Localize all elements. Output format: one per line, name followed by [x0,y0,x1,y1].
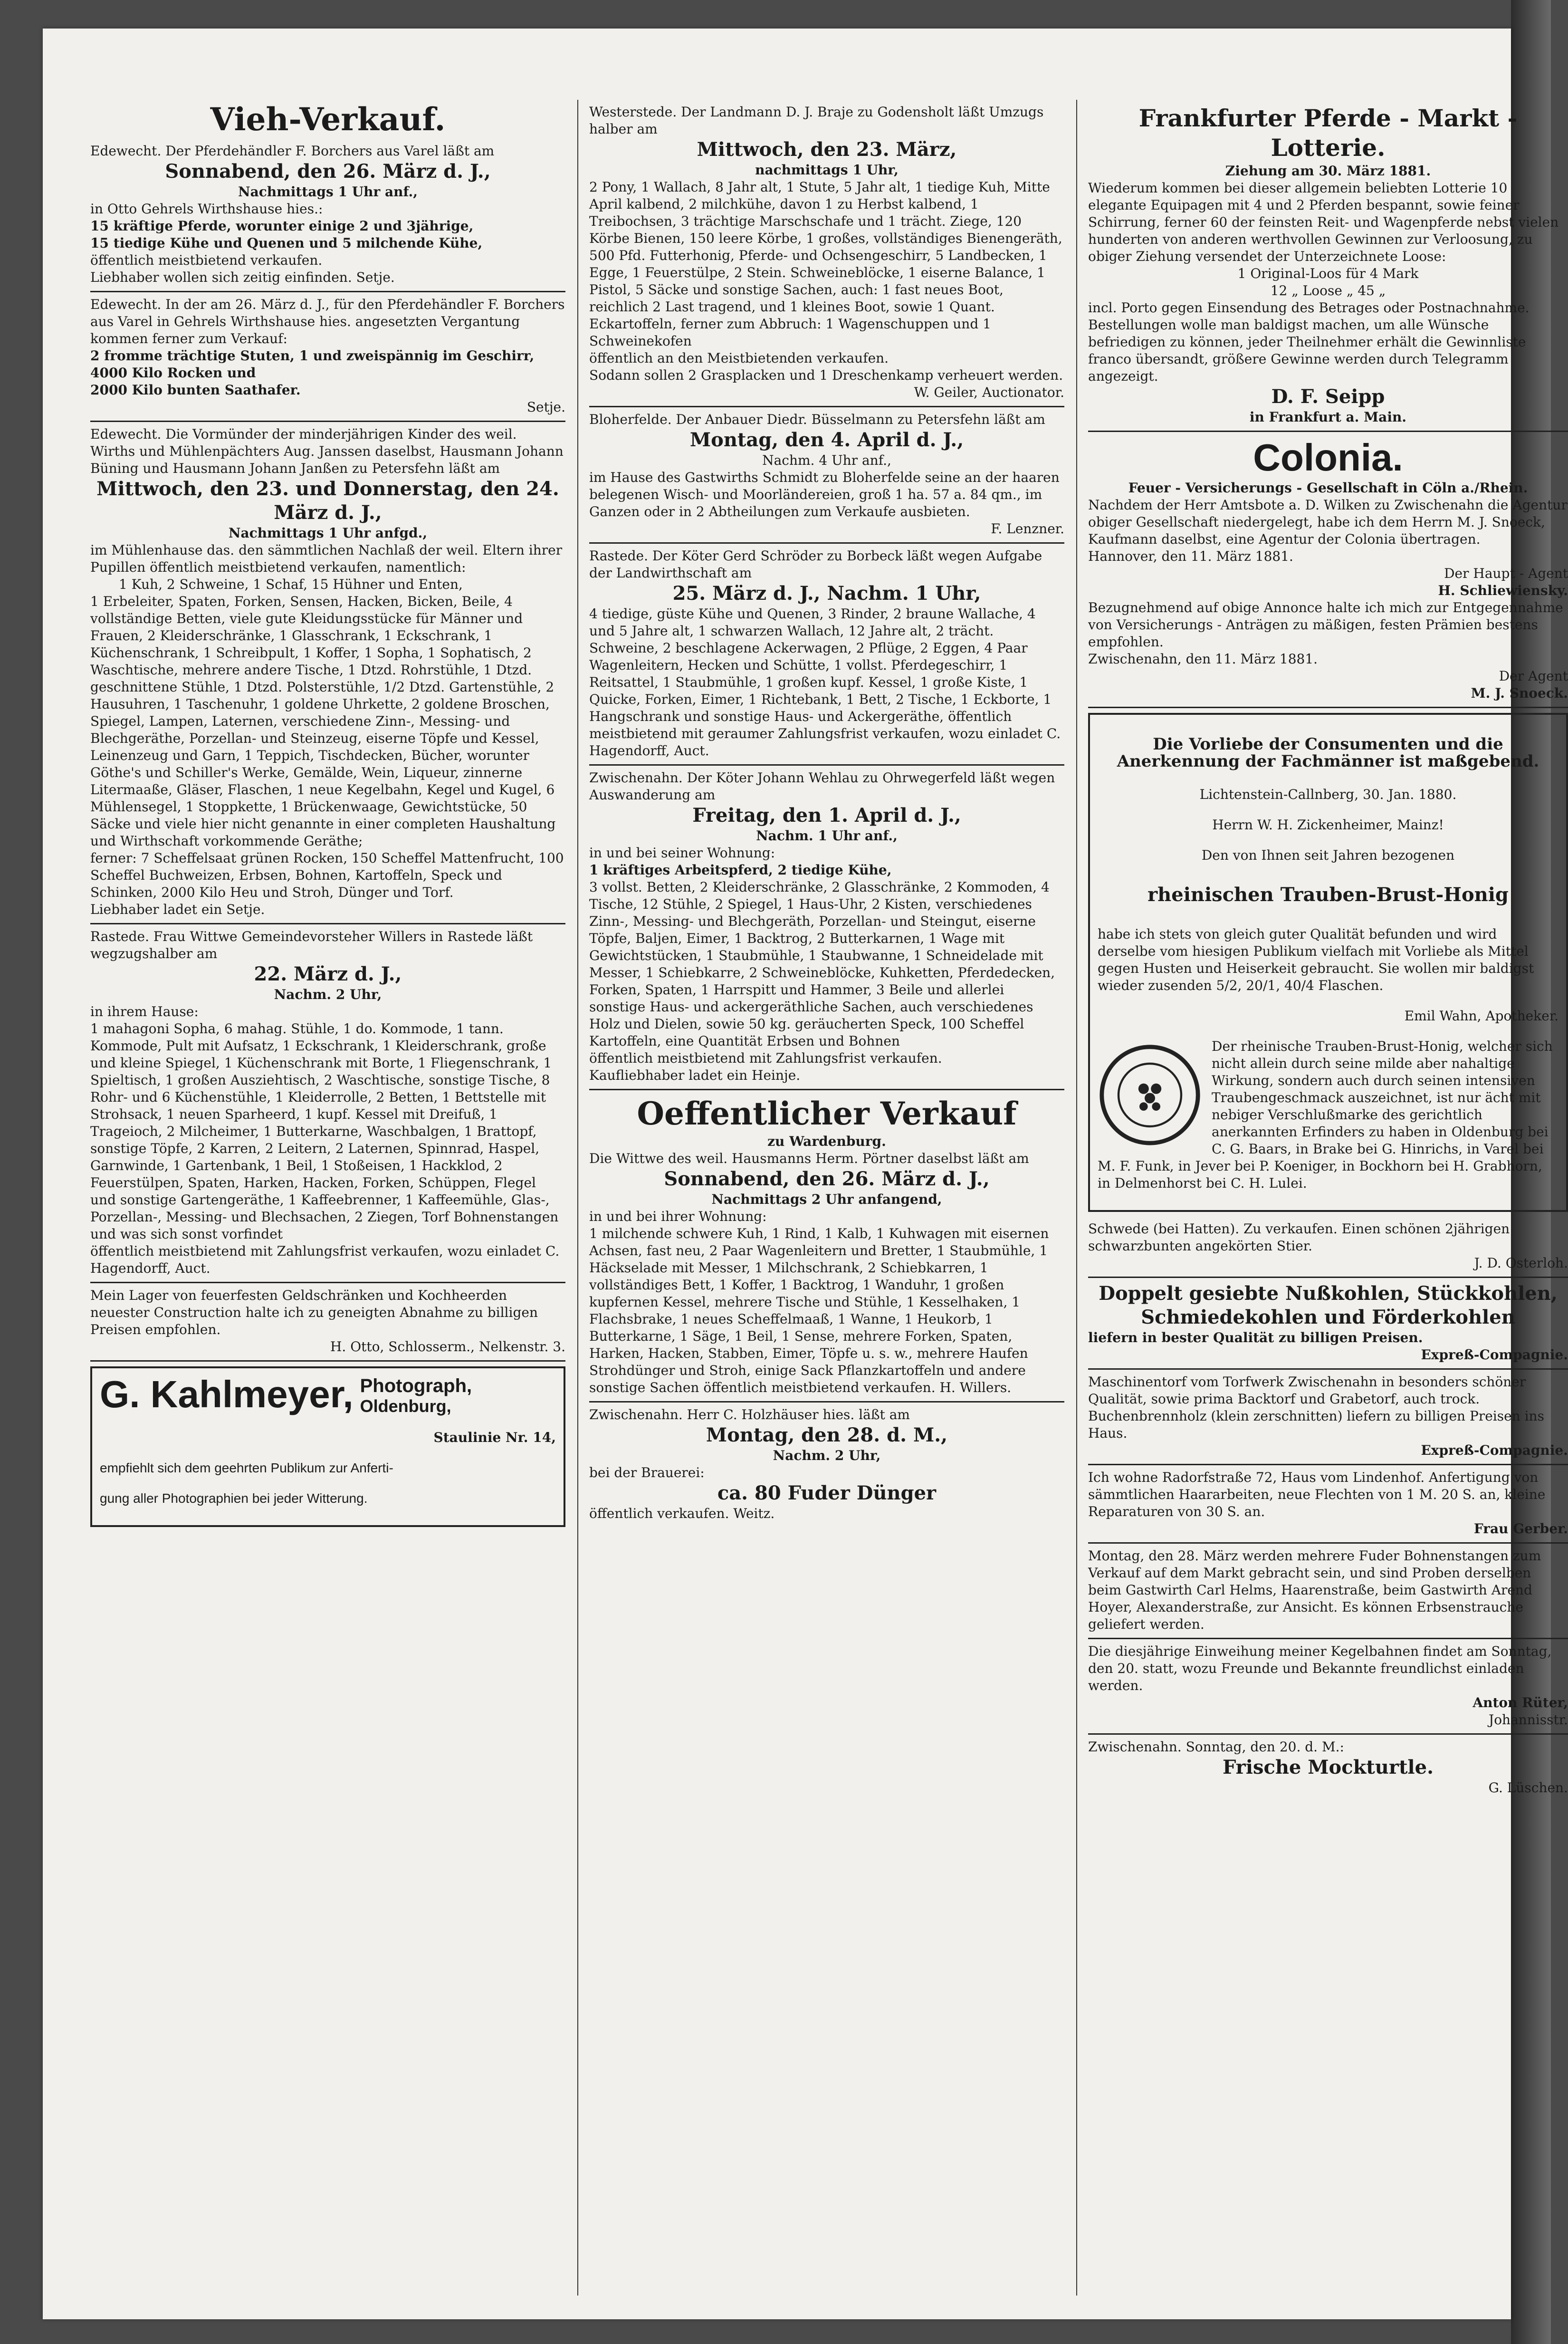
ad-text: Herrn W. H. Zickenheimer, Mainz! [1212,817,1444,833]
ad-text: Edewecht. In der am 26. März d. J., für den Pferdehändler F. Borchers aus Varel in Gehrels Wirthshause hies. angesetzten Vergantung kommen ferner zum Verkauf: [90,297,565,346]
ad-signature: Expreß-Compagnie. [1421,1442,1568,1458]
ad-zwischenahn-wehlau [589,766,1064,1090]
ad-text: Bezugnehmend auf obige Annonce halte ich mich zur Entgegennahme von Versicherungs - Anträgen zu mäßigen, festen Prämien bestens empfohlen. [1088,600,1563,650]
ad-edewecht-vergantung [90,292,565,422]
ad-haararbeiten [1088,1465,1568,1544]
ad-signature: Emil Wahn, Apotheker. [1404,1008,1558,1024]
ad-headline: Frische Mockturtle. [1222,1756,1434,1778]
ad-kahlmeyer-photograph [90,1366,565,1527]
ad-holzhaeuser [589,1403,1064,1527]
ad-item: 2000 Kilo bunten Saathafer. [90,382,301,398]
ad-signature: öffentlich meistbietend mit Zahlungsfrist verkaufen, wozu einladet C. Hagendorff, Auct. [90,1243,560,1276]
ad-colonia [1088,432,1568,708]
ad-signature: Liebhaber wollen sich zeitig einfinden. Setje. [90,269,395,285]
ad-text: Die diesjährige Einweihung meiner Kegelbahnen findet am Sonntag, den 20. statt, wozu Freunde und Bekannte freundlichst einladen werden. [1088,1643,1552,1693]
ad-headline: Oeffentlicher Verkauf [637,1095,1017,1132]
photographer-text: empfiehlt sich dem geehrten Publikum zur Anferti- [100,1460,393,1475]
ad-bohnenstangen [1088,1544,1568,1639]
ad-signature: Setje. [526,399,565,415]
ad-text: bei der Brauerei: [589,1465,705,1480]
ad-price: 12 „ Loose „ 45 „ [1270,283,1386,298]
ad-text: Bestellungen wolle man baldigst machen, um alle Wünsche befriedigen zu können, jeder Theilnehmer erhält die Gewinnliste franco übersandt, größere Gewinne werden durch Telegramm angezeigt. [1088,317,1526,384]
column-3 [1088,100,1568,1801]
ad-text: 2 Pony, 1 Wallach, 8 Jahr alt, 1 Stute, 5 Jahr alt, 1 tiedige Kuh, Mitte April kalbend, 2 milchkühe, davon 1 zu Herbst kalbend, 1 Treibochsen, 3 trächtige Marschschafe und 1 trächt. Ziege, 120 Körbe Bienen, 150 leere Körbe, 1 großes, vollständiges Bienengeräth, 500 Pfd. Futterhonig, Pferde- und Ochsengeschirr, 5 Landbecken, 1 Egge, 1 Feuerstülpe, 2 Stein. Schweineblöcke, 1 eiserne Balance, 1 Pistol, 5 Säcke und sonstige Sachen, auch: 1 fast neues Boot, reichlich 2 Last tragend, und 1 kleines Boot, sowie 1 Quant. Eckartoffeln, ferner zum Abbruch: 1 Wagenschuppen und 1 Schweinekofen [589,179,1062,349]
ad-text: Edewecht. Der Pferdehändler F. Borchers aus Varel läßt am [90,143,495,159]
ad-item: 2 fromme trächtige Stuten, 1 und zweispännig im Geschirr, [90,348,535,364]
ad-date: Ziehung am 30. März 1881. [1225,163,1431,179]
ad-text: Der Agent [1499,668,1568,684]
ad-rastede-schroeder [589,544,1064,766]
ad-time: Nachm. 2 Uhr, [274,987,382,1002]
ad-lotterie [1088,100,1568,432]
ad-text: in Otto Gehrels Wirthshause hies.: [90,201,323,217]
ad-signature: Liebhaber ladet ein Setje. [90,902,265,917]
zickenheimer-seal-icon [1098,1043,1202,1147]
ad-date: Sonnabend, den 26. März d. J., [664,1168,990,1190]
ad-trauben-honig [1088,713,1568,1212]
ad-signature: Kaufliebhaber ladet ein Heinje. [589,1067,801,1083]
ad-time: Nachmittags 2 Uhr anfangend, [711,1191,942,1207]
ad-date: 25. März d. J., Nachm. 1 Uhr, [672,582,981,605]
ad-signature: M. J. Snoeck. [1471,685,1568,701]
ad-text: 4 tiedige, güste Kühe und Quenen, 3 Rinder, 2 braune Wallache, 4 und 5 Jahre alt, 1 schwarzen Wallach, 12 Jahre alt, 2 trächt. Schweine, 2 beschlagene Ackerwagen, 2 Pflüge, 2 Eggen, 4 Paar Wagenleitern, Hecken und Schütte, 1 vollst. Pferdegeschirr, 1 Reitsattel, 1 Staubmühle, 1 großen kupf. Kessel, 1 große Kiste, 1 Quicke, Forken, Eimer, 1 Richtebank, 1 Bett, 2 Tische, 1 Eckborte, 1 Hangschrank und sonstige Haus- und Ackergeräthe, öffentlich meistbietend mit geraumer Zahlungsfrist verkaufen, wozu einladet C. Hagendorff, Auct. [589,606,1061,759]
ad-text: Zwischenahn. Herr C. Holzhäuser hies. läßt am [589,1407,910,1422]
ad-signature: D. F. Seipp [1271,385,1385,408]
ad-otto-geldschraenke [90,1283,565,1362]
ad-signature: F. Lenzner. [991,521,1064,537]
ad-text: Nachdem der Herr Amtsbote a. D. Wilken zu Zwischenahn die Agentur obiger Gesellschaft niedergelegt, habe ich dem Herrn M. J. Snoeck, Kaufmann daselbst, eine Agentur der Colonia übertragen. [1088,497,1568,547]
ad-kegelbahn [1088,1639,1568,1735]
ad-text: öffentlich meistbietend mit Zahlungsfrist verkaufen. [589,1050,942,1066]
ad-time: Nachm. 2 Uhr, [773,1448,881,1463]
ad-edewecht-pferde [90,139,565,292]
ad-text: Johannisstr. [1488,1712,1568,1728]
ad-subheadline: zu Wardenburg. [767,1134,886,1149]
column-rule [1076,100,1077,2296]
ad-text: ferner: 7 Scheffelsaat grünen Rocken, 150 Scheffel Mattenfrucht, 100 Scheffel Buchweizen, Erbsen, Bohnen, Kartoffeln, Speck und Schinken, 2000 Kilo Heu und Stroh, Dünger und Torf. [90,850,564,900]
ad-text: 1 Erbeleiter, Spaten, Forken, Sensen, Hacken, Bicken, Beile, 4 vollständige Betten, viele gute Kleidungsstücke für Männer und Frauen, 2 Kleiderschränke, 1 Glasschrank, 1 Eckschrank, 1 Küchenschrank, 1 Schreibpult, 1 Koffer, 1 Sopha, 1 Sophatisch, 2 Waschtische, mehrere andere Tische, 1 Dtzd. Rohrstühle, 1 Dtzd. geschnittene Stühle, 1 Dtzd. Polsterstühle, 1/2 Dtzd. Gartenstühle, 2 Hausuhren, 1 Taschenuhr, 1 goldene Uhrkette, 2 goldene Broschen, Spiegel, Lampen, Laternen, verschiedene Zinn-, Messing- und Blechgeräthe, Porzellan- und Steinzeug, eiserne Töpfe und Kessel, Leinenzeug und Garn, 1 Teppich, Tischdecken, Bücher, worunter Göthe's und Schiller's Werke, Gemälde, Wein, Liqueur, zinnerne Litermaaße, Gläser, Flaschen, 1 neue Kegelbahn, Kegel und Kugel, 6 Mühlensegel, 1 Stoppkette, 1 Brückenwaage, Gewichtstücke, 50 Säcke und viele hier nicht genannte in einer completen Haushaltung und Wirthschaft vorkommende Geräthe; [90,594,556,849]
ad-text: Lichtenstein-Callnberg, 30. Jan. 1880. [1199,787,1457,802]
ad-text: Zwischenahn. Der Köter Johann Wehlau zu Ohrwegerfeld läßt wegen Auswanderung am [589,770,1055,803]
column-rule [577,100,578,2296]
ad-text: Westerstede. Der Landmann D. J. Braje zu Godensholt läßt Umzugs halber am [589,104,1044,137]
ad-price: 1 Original-Loos für 4 Mark [1237,266,1419,281]
ad-text: in und bei seiner Wohnung: [589,845,775,861]
ad-item: 1 kräftiges Arbeitspferd, 2 tiedige Kühe, [589,862,892,878]
ad-schwede-stier [1088,1217,1568,1278]
ad-text: 1 mahagoni Sopha, 6 mahag. Stühle, 1 do. Kommode, 1 tann. Kommode, Pult mit Aufsatz, 1 Eckschrank, 1 Kleiderschrank, große und kleine Spiegel, 1 Küchenschrank mit Borte, 1 Fliegenschrank, 1 Spieltisch, 1 großen Ausziehtisch, 2 Waschtische, sonstige Tische, 8 Rohr- und 6 Küchenstühle, 1 Kleiderrolle, 2 Betten, 1 Bettstelle mit Strohsack, 1 neuen Sparheerd, 1 kupf. Kessel mit Dreifuß, 1 Trageioch, 2 Milcheimer, 1 Butterkarne, Waschbalgen, 1 Brattopf, sonstige Töpfe, 2 Karren, 2 Leitern, 2 Laternen, Spinnrad, Haspel, Garnwinde, 1 Gartenbank, 1 Beil, 1 Stoßeisen, 1 Hackklod, 2 Feuerstülpen, Spaten, Harken, Hacken, Forken, Schüppen, Flegel und sonstige Gartengeräthe, 1 Kaffeebrenner, 1 Kaffeemühle, Glas-, Porzellan-, Messing- und Blechsachen, 2 Ziegen, Torf Bohnenstangen und was sich sonst vorfindet [90,1021,559,1242]
ad-date: 22. März d. J., [254,963,402,985]
ad-text: Montag, den 28. März werden mehrere Fuder Bohnenstangen zum Verkauf auf dem Markt gebracht sein, und sind Proben derselben beim Gastwirth Carl Helms, Haarenstraße, beim Gastwirth Arend Hoyer, Alexanderstraße, zur Ansicht. Es können Erbsenstrauche geliefert werden. [1088,1548,1541,1632]
ad-edewecht-nachlass [90,422,565,924]
ad-text: Bloherfelde. Der Anbauer Diedr. Büsselmann zu Petersfehn läßt am [589,412,1045,427]
ad-text: Rastede. Frau Wittwe Gemeindevorsteher Willers in Rastede läßt wegzugshalber am [90,929,533,961]
ad-headline: Frankfurter Pferde - Markt - Lotterie. [1138,104,1518,162]
ad-text: Rastede. Der Köter Gerd Schröder zu Borbeck läßt wegen Aufgabe der Landwirthschaft am [589,548,1042,581]
ad-item: 4000 Kilo Rocken und [90,365,256,381]
ad-text: Der rheinische Trauben-Brust-Honig, welcher sich nicht allein durch seine milde aber nahaltige Wirkung, sondern auch durch seinen intensiven Traubengeschmack auszeichnet, ist nur ächt mit nebiger Verschlußmarke des gerichtlich anerkannten Erfinders zu haben in Oldenburg bei C. G. Baars, in Brake bei G. Hinrichs, in Varel bei M. F. Funk, in Jever bei P. Koeniger, in Bockhorn bei H. Grabhorn, in Delmenhorst bei C. H. Lulei. [1098,1038,1553,1191]
photographer-address: Staulinie Nr. 14, [433,1430,556,1445]
column-2 [589,100,1064,1527]
ad-signature: J. D. Osterloh. [1474,1255,1568,1271]
ad-text: incl. Porto gegen Einsendung des Betrages oder Postnachnahme. [1088,300,1530,316]
ad-date: Mittwoch, den 23. und Donnerstag, den 24. März d. J., [96,478,559,524]
ad-time: Nachm. 1 Uhr anf., [756,828,898,844]
ad-date: Freitag, den 1. April d. J., [692,804,961,826]
ad-text: liefern in bester Qualität zu billigen Preisen. [1088,1330,1423,1345]
ad-signature: öffentlich verkaufen. Weitz. [589,1506,775,1521]
photographer-text: gung aller Photographien bei jeder Witterung. [100,1491,368,1506]
ad-signature: Anton Rüter, [1472,1695,1568,1710]
ad-subheadline: Feuer - Versicherungs - Gesellschaft in Cöln a./Rhein. [1128,480,1528,496]
ad-time: Nachmittags 1 Uhr anfgd., [228,525,428,541]
ad-text: Zwischenahn, den 11. März 1881. [1088,651,1318,667]
ad-text: in ihrem Hause: [90,1004,199,1019]
ad-text: Zwischenahn. Sonntag, den 20. d. M.: [1088,1739,1344,1755]
ad-wardenburg [589,1090,1064,1403]
ad-text: Schwede (bei Hatten). Zu verkaufen. Einen schönen 2jährigen schwarzbunten angekörten Stier. [1088,1221,1510,1254]
ad-text: im Mühlenhause das. den sämmtlichen Nachlaß der weil. Eltern ihrer Pupillen öffentlich meistbietend verkaufen, namentlich: [90,542,563,575]
ad-text: öffentlich meistbietend verkaufen. [90,252,323,268]
ad-date: Montag, den 28. d. M., [706,1424,948,1446]
ad-date: Sonnabend, den 26. März d. J., [165,160,491,183]
ad-text: Edewecht. Die Vormünder der minderjährigen Kinder des weil. Wirths und Mühlenpächters Aug. Janssen daselbst, Hausmann Johann Büning und Hausmann Johann Janßen zu Petersfehn läßt am [90,426,564,476]
ad-text: Der Haupt - Agent [1444,566,1568,581]
newspaper-page [43,29,1568,2319]
ad-text: Wiederum kommen bei dieser allgemein beliebten Lotterie 10 elegante Equipagen mit 4 und 2 Pferden bespannt, sowie feiner Schirrung, ferner 60 der feinsten Reit- und Wagenpferde nebst vielen hunderten von anderen werthvollen Gewinnen zur Verloosung, zu obiger Ziehung versendet der Unterzeichnete Loose: [1088,180,1559,264]
ad-signature: H. Schliewiensky. [1438,583,1568,598]
ad-kohlen [1088,1278,1568,1370]
ad-text: habe ich stets von gleich guter Qualität befunden und wird derselbe vom hiesigen Publikum vielfach mit Vorliebe als Mittel gegen Husten und Heiserkeit gebraucht. Sie wollen mir baldigst wieder zusenden 5/2, 20/1, 40/4 Flaschen. [1098,926,1534,993]
ad-mockturtle [1088,1735,1568,1801]
ad-date: Mittwoch, den 23. März, [697,138,957,161]
ad-signature: H. Otto, Schlosserm., Nelkenstr. 3. [330,1339,565,1355]
photographer-name: G. Kahlmeyer, [100,1373,354,1415]
ad-text: 1 milchende schwere Kuh, 1 Rind, 1 Kalb, 1 Kuhwagen mit eisernen Achsen, fast neu, 2 Paar Wagenleitern und Bretter, 1 Staubmühle, 1 Häckselade mit Messer, 1 Milchschrank, 2 Schiebkarren, 1 vollständiges Bett, 1 Koffer, 1 Backtrog, 1 Wanduhr, 1 großen kupfernen Kessel, mehrere Tische und Stühle, 1 Kesselhaken, 1 Flachsbrake, 1 neues Scheffelmaaß, 1 Wanne, 1 Heukorb, 1 Butterkarne, 1 Säge, 1 Beil, 1 Sense, mehrere Forken, Spaten, Harken, Hacken, Stabben, Eimer, Töpfe u. s. w., mehrere Haufen Strohdünger und Stroh, einige Sack Pflanzkartoffeln und andere sonstige Sachen öffentlich meistbietend verkaufen. H. Willers. [589,1226,1049,1395]
ad-text: 3 vollst. Betten, 2 Kleiderschränke, 2 Glasschränke, 2 Kommoden, 4 Tische, 12 Stühle, 2 Spiegel, 1 Haus-Uhr, 2 Kisten, verschiedenes Zinn-, Messing- und Blechgeräth, Porzellan- und Steingut, eiserne Töpfe, Baljen, Eimer, 1 Backtrog, 2 Butterkarnen, 1 Wage mit Gewichtstücken, 1 Staubmühle, 1 Staubwanne, 1 Schneidelade mit Messer, 1 Schiebkarre, 2 Schweineblöcke, Kuhketten, Pferdedecken, Forken, Spaten, 1 Harrspitt und Hammer, 3 Beile und allerlei sonstige Haus- und ackergeräthliche Sachen, auch verschiedenes Holz und Dielen, sowie 50 kg. geräucherten Speck, 100 Scheffel Kartoffeln, eine Quantität Erbsen und Bohnen [589,879,1055,1049]
ad-maschinentorf [1088,1370,1568,1465]
photographer-city: Oldenburg, [360,1396,451,1416]
ad-text: im Hause des Gastwirths Schmidt zu Bloherfelde seine an der haaren belegenen Wisch- und Moorländereien, groß 1 ha. 57 a. 84 qm., im Ganzen oder in 2 Abtheilungen zum Verkaufe ausbieten. [589,470,1060,519]
ad-signature: G. Lüschen. [1488,1780,1568,1796]
ad-product: rheinischen Trauben-Brust-Honig [1147,884,1509,906]
ad-bloherfelde [589,407,1064,544]
ad-item: 15 tiedige Kühe und Quenen und 5 milchende Kühe, [90,235,483,251]
ad-text: in und bei ihrer Wohnung: [589,1209,767,1224]
ad-text: Sodann sollen 2 Grasplacken und 1 Dreschenkamp verheuert werden. [589,367,1063,383]
ad-signature: Expreß-Compagnie. [1421,1347,1568,1363]
section-title: Vieh-Verkauf. [210,101,446,138]
ad-time: Nachm. 4 Uhr anf., [762,452,891,468]
ad-item: 1 Kuh, 2 Schweine, 1 Schaf, 15 Hühner und Enten, [119,576,463,592]
ad-westerstede-braje [589,100,1064,407]
ad-headline: Doppelt gesiebte Nußkohlen, Stückkohlen, Schmiedekohlen und Förderkohlen [1099,1282,1558,1328]
ad-text: Die Wittwe des weil. Hausmanns Herm. Pörtner daselbst läßt am [589,1151,1029,1166]
photographer-role: Photograph, [360,1375,472,1396]
ad-rastede-willers [90,924,565,1283]
ad-text: öffentlich an den Meistbietenden verkaufen. [589,350,889,366]
ad-text: Ich wohne Radorfstraße 72, Haus vom Lindenhof. Anfertigung von sämmtlichen Haararbeiten, neue Flechten von 1 M. 20 S. an, kleine Reparaturen von 30 S. an. [1088,1470,1546,1519]
ad-text: Mein Lager von feuerfesten Geldschränken und Kochheerden neuester Construction halte ich zu geneigten Abnahme zu billigen Preisen empfohlen. [90,1287,538,1337]
ad-item: 15 kräftige Pferde, worunter einige 2 und 3jährige, [90,218,474,234]
ad-time: Nachmittags 1 Uhr anf., [238,184,418,200]
ad-text: Hannover, den 11. März 1881. [1088,548,1293,564]
ad-headline: Colonia. [1253,436,1403,479]
ad-text: Den von Ihnen seit Jahren bezogenen [1201,847,1455,863]
ad-time: nachmittags 1 Uhr, [755,162,899,178]
column-1 [90,100,565,1532]
ad-date: Montag, den 4. April d. J., [689,429,964,451]
ad-text: Maschinentorf vom Torfwerk Zwischenahn in besonders schöner Qualität, sowie prima Backtorf und Grabetorf, auch trock. Buchenbrennholz (klein zerschnitten) liefern zu billigen Preisen ins Haus. [1088,1374,1544,1441]
ad-signature: in Frankfurt a. Main. [1249,409,1407,425]
ad-headline: ca. 80 Fuder Dünger [717,1482,937,1504]
ad-signature: Frau Gerber. [1473,1521,1568,1537]
ad-signature: W. Geiler, Auctionator. [914,384,1064,400]
ad-headline: Die Vorliebe der Consumenten und die Anerkennung der Fachmänner ist maßgebend. [1117,735,1539,771]
